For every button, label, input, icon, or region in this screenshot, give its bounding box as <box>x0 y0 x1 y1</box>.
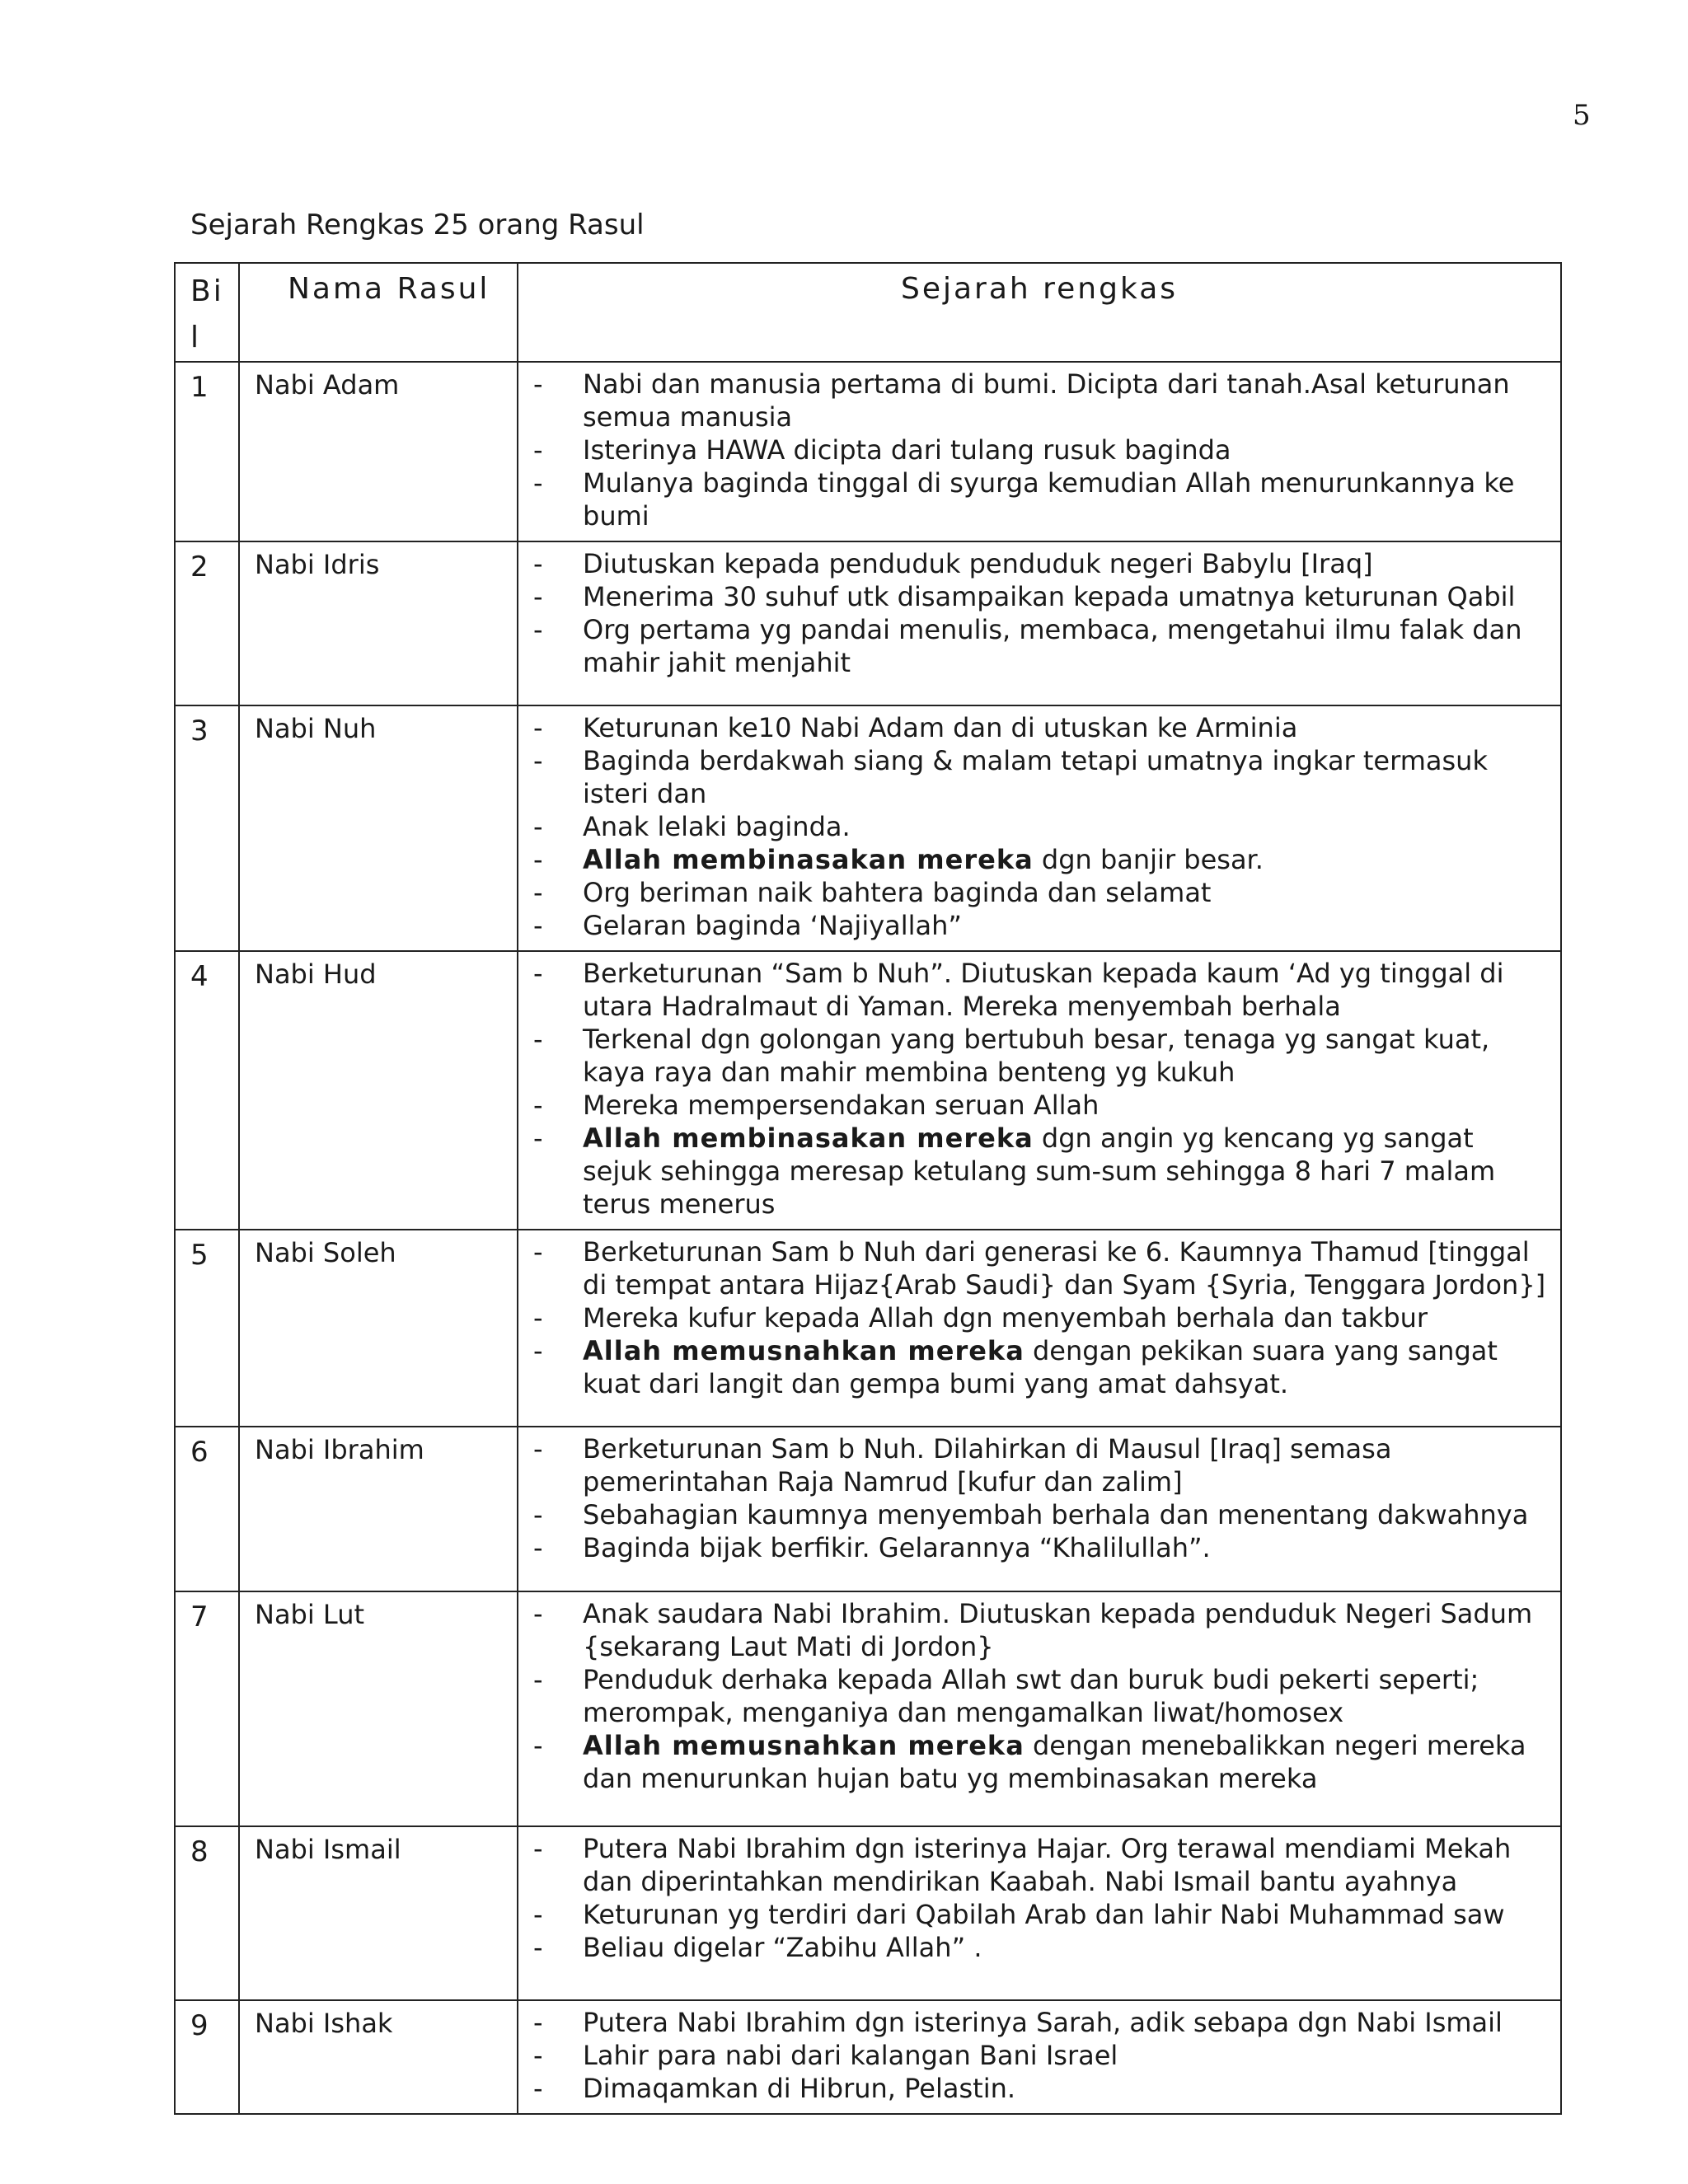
header-sejarah-rengkas: Sejarah rengkas <box>518 263 1561 362</box>
bullet-dash: - <box>533 1532 543 1563</box>
rasul-table <box>174 262 1562 2115</box>
table-row <box>175 1591 1561 1826</box>
sejarah-item-text: Anak lelaki baginda. <box>583 811 851 842</box>
sejarah-item-lead: Allah memusnahkan mereka <box>583 1335 1025 1366</box>
row-sejarah <box>518 705 1561 951</box>
sejarah-item <box>518 810 1550 843</box>
row-nama-rasul: Nabi Nuh <box>239 705 518 951</box>
header-bil: Bi l <box>175 263 239 362</box>
sejarah-item <box>518 1531 1550 1564</box>
bullet-dash: - <box>533 1335 543 1366</box>
bullet-dash: - <box>533 1664 543 1695</box>
sejarah-item <box>518 957 1550 1023</box>
sejarah-item-lead: Allah membinasakan mereka <box>583 844 1034 875</box>
sejarah-item-text: Penduduk derhaka kepada Allah swt dan buruk budi pekerti seperti; merompak, menganiya dan mengamalkan liwat/homosex <box>583 1664 1479 1728</box>
bullet-dash: - <box>533 1932 543 1963</box>
sejarah-item-text: Org pertama yg pandai menulis, membaca, mengetahui ilmu falak dan mahir jahit menjahit <box>583 614 1522 678</box>
sejarah-item-text: Baginda bijak berfikir. Gelarannya “Khalilullah”. <box>583 1532 1211 1563</box>
sejarah-item <box>518 368 1550 434</box>
sejarah-item-text: Beliau digelar “Zabihu Allah” . <box>583 1932 982 1963</box>
sejarah-item <box>518 1023 1550 1089</box>
bullet-dash: - <box>533 1730 543 1761</box>
sejarah-item <box>518 1334 1550 1400</box>
sejarah-item-text: Mereka mempersendakan seruan Allah <box>583 1090 1100 1121</box>
sejarah-item-text: Berketurunan “Sam b Nuh”. Diutuskan kepada kaum ‘Ad yg tinggal di utara Hadralmaut di Yaman. Mereka menyembah berhala <box>583 958 1504 1022</box>
row-nama-rasul: Nabi Ibrahim <box>239 1427 518 1591</box>
row-bil: 4 <box>175 951 239 1230</box>
table-row <box>175 1230 1561 1427</box>
bullet-dash: - <box>533 1833 543 1864</box>
bullet-dash: - <box>533 1598 543 1629</box>
sejarah-item-text: Gelaran baginda ‘Najiyallah” <box>583 910 962 941</box>
sejarah-item-text: dgn angin yg kencang yg sangat sejuk sehingga meresap ketulang sum-sum sehingga 8 hari 7 malam terus menerus <box>583 1122 1496 1220</box>
sejarah-item <box>518 1931 1550 1964</box>
document-title: Sejarah Rengkas 25 orang Rasul <box>190 209 645 241</box>
table-row <box>175 1427 1561 1591</box>
row-bil: 7 <box>175 1591 239 1826</box>
sejarah-item <box>518 1898 1550 1931</box>
sejarah-item <box>518 1663 1550 1729</box>
sejarah-item-text: Dimaqamkan di Hibrun, Pelastin. <box>583 2073 1016 2104</box>
sejarah-item-text: Terkenal dgn golongan yang bertubuh besar, tenaga yg sangat kuat, kaya raya dan mahir membina benteng yg kukuh <box>583 1024 1490 1088</box>
row-sejarah <box>518 1826 1561 2000</box>
bullet-dash: - <box>533 877 543 908</box>
bullet-dash: - <box>533 434 543 466</box>
bullet-dash: - <box>533 2073 543 2104</box>
bullet-dash: - <box>533 1499 543 1530</box>
row-bil: 8 <box>175 1826 239 2000</box>
sejarah-item <box>518 1235 1550 1301</box>
sejarah-item-text: Anak saudara Nabi Ibrahim. Diutuskan kepada penduduk Negeri Sadum {sekarang Laut Mati di Jordon} <box>583 1598 1533 1662</box>
row-nama-rasul: Nabi Hud <box>239 951 518 1230</box>
sejarah-item-text: Menerima 30 suhuf utk disampaikan kepada umatnya keturunan Qabil <box>583 581 1516 612</box>
bullet-dash: - <box>533 1236 543 1268</box>
sejarah-item <box>518 613 1550 679</box>
sejarah-item <box>518 843 1550 876</box>
row-sejarah <box>518 541 1561 705</box>
sejarah-item-text: Mulanya baginda tinggal di syurga kemudian Allah menurunkannya ke bumi <box>583 467 1515 532</box>
bullet-dash: - <box>533 2040 543 2071</box>
row-bil: 9 <box>175 2000 239 2114</box>
table-row <box>175 1826 1561 2000</box>
bullet-dash: - <box>533 1433 543 1465</box>
sejarah-item <box>518 466 1550 532</box>
bullet-dash: - <box>533 811 543 842</box>
table-row <box>175 541 1561 705</box>
bullet-dash: - <box>533 1122 543 1154</box>
sejarah-item <box>518 547 1550 580</box>
sejarah-item <box>518 1832 1550 1898</box>
row-sejarah <box>518 1230 1561 1427</box>
bullet-dash: - <box>533 1302 543 1333</box>
bullet-dash: - <box>533 1024 543 1055</box>
bullet-dash: - <box>533 1899 543 1930</box>
bullet-dash: - <box>533 614 543 645</box>
bullet-dash: - <box>533 368 543 400</box>
sejarah-item-lead: Allah membinasakan mereka <box>583 1122 1034 1154</box>
bullet-dash: - <box>533 712 543 743</box>
row-bil: 6 <box>175 1427 239 1591</box>
row-sejarah <box>518 951 1561 1230</box>
sejarah-item-text: Berketurunan Sam b Nuh dari generasi ke 6. Kaumnya Thamud [tinggal di tempat antara Hijaz{Arab Saudi} dan Syam {Syria, Tenggara Jordon}] <box>583 1236 1546 1301</box>
sejarah-item <box>518 1122 1550 1221</box>
sejarah-item <box>518 744 1550 810</box>
sejarah-item <box>518 876 1550 909</box>
sejarah-item <box>518 1301 1550 1334</box>
sejarah-item-text: Lahir para nabi dari kalangan Bani Israel <box>583 2040 1118 2071</box>
table-row <box>175 951 1561 1230</box>
sejarah-item <box>518 1498 1550 1531</box>
sejarah-item-text: Isterinya HAWA dicipta dari tulang rusuk baginda <box>583 434 1231 466</box>
row-nama-rasul: Nabi Ishak <box>239 2000 518 2114</box>
bullet-dash: - <box>533 1090 543 1121</box>
sejarah-item <box>518 2006 1550 2039</box>
sejarah-item-text: Berketurunan Sam b Nuh. Dilahirkan di Mausul [Iraq] semasa pemerintahan Raja Namrud [kufur dan zalim] <box>583 1433 1392 1497</box>
sejarah-item <box>518 434 1550 466</box>
table-header-row <box>175 263 1561 362</box>
row-sejarah <box>518 362 1561 541</box>
sejarah-item-text: Putera Nabi Ibrahim dgn isterinya Hajar. Org terawal mendiami Mekah dan diperintahkan mendirikan Kaabah. Nabi Ismail bantu ayahnya <box>583 1833 1512 1897</box>
sejarah-item <box>518 580 1550 613</box>
header-nama-rasul: Nama Rasul <box>239 263 518 362</box>
sejarah-item <box>518 1597 1550 1663</box>
sejarah-item-text: dengan pekikan suara yang sangat kuat dari langit dan gempa bumi yang amat dahsyat. <box>583 1335 1498 1399</box>
sejarah-item-text: Keturunan ke10 Nabi Adam dan di utuskan ke Arminia <box>583 712 1298 743</box>
row-bil: 2 <box>175 541 239 705</box>
sejarah-item-text: Keturunan yg terdiri dari Qabilah Arab dan lahir Nabi Muhammad saw <box>583 1899 1505 1930</box>
sejarah-item-text: Nabi dan manusia pertama di bumi. Dicipta dari tanah.Asal keturunan semua manusia <box>583 368 1510 433</box>
bullet-dash: - <box>533 548 543 579</box>
bullet-dash: - <box>533 844 543 875</box>
sejarah-item <box>518 2039 1550 2072</box>
sejarah-item-text: dengan menebalikkan negeri mereka dan menurunkan hujan batu yg membinasakan mereka <box>583 1730 1526 1794</box>
sejarah-item-text: Diutuskan kepada penduduk penduduk negeri Babylu [Iraq] <box>583 548 1373 579</box>
row-nama-rasul: Nabi Ismail <box>239 1826 518 2000</box>
bullet-dash: - <box>533 745 543 776</box>
sejarah-item-text: Baginda berdakwah siang & malam tetapi umatnya ingkar termasuk isteri dan <box>583 745 1488 809</box>
row-nama-rasul: Nabi Adam <box>239 362 518 541</box>
bullet-dash: - <box>533 2007 543 2038</box>
sejarah-item <box>518 1729 1550 1795</box>
row-sejarah <box>518 2000 1561 2114</box>
sejarah-item <box>518 1089 1550 1122</box>
page-number: 5 <box>1573 99 1591 132</box>
sejarah-item <box>518 711 1550 744</box>
row-bil: 1 <box>175 362 239 541</box>
sejarah-item-text: Putera Nabi Ibrahim dgn isterinya Sarah, adik sebapa dgn Nabi Ismail <box>583 2007 1503 2038</box>
bullet-dash: - <box>533 958 543 989</box>
sejarah-item-text: dgn banjir besar. <box>1033 844 1264 875</box>
row-bil: 5 <box>175 1230 239 1427</box>
sejarah-item <box>518 2072 1550 2105</box>
row-sejarah <box>518 1427 1561 1591</box>
sejarah-item-text: Mereka kufur kepada Allah dgn menyembah berhala dan takbur <box>583 1302 1428 1333</box>
row-nama-rasul: Nabi Lut <box>239 1591 518 1826</box>
bullet-dash: - <box>533 467 543 499</box>
sejarah-item <box>518 909 1550 942</box>
row-sejarah <box>518 1591 1561 1826</box>
row-nama-rasul: Nabi Idris <box>239 541 518 705</box>
row-nama-rasul: Nabi Soleh <box>239 1230 518 1427</box>
bullet-dash: - <box>533 581 543 612</box>
sejarah-item <box>518 1432 1550 1498</box>
sejarah-item-text: Sebahagian kaumnya menyembah berhala dan menentang dakwahnya <box>583 1499 1529 1530</box>
table-row <box>175 362 1561 541</box>
bullet-dash: - <box>533 910 543 941</box>
sejarah-item-lead: Allah memusnahkan mereka <box>583 1730 1025 1761</box>
row-bil: 3 <box>175 705 239 951</box>
sejarah-item-text: Org beriman naik bahtera baginda dan selamat <box>583 877 1212 908</box>
table-row <box>175 705 1561 951</box>
table-row <box>175 2000 1561 2114</box>
